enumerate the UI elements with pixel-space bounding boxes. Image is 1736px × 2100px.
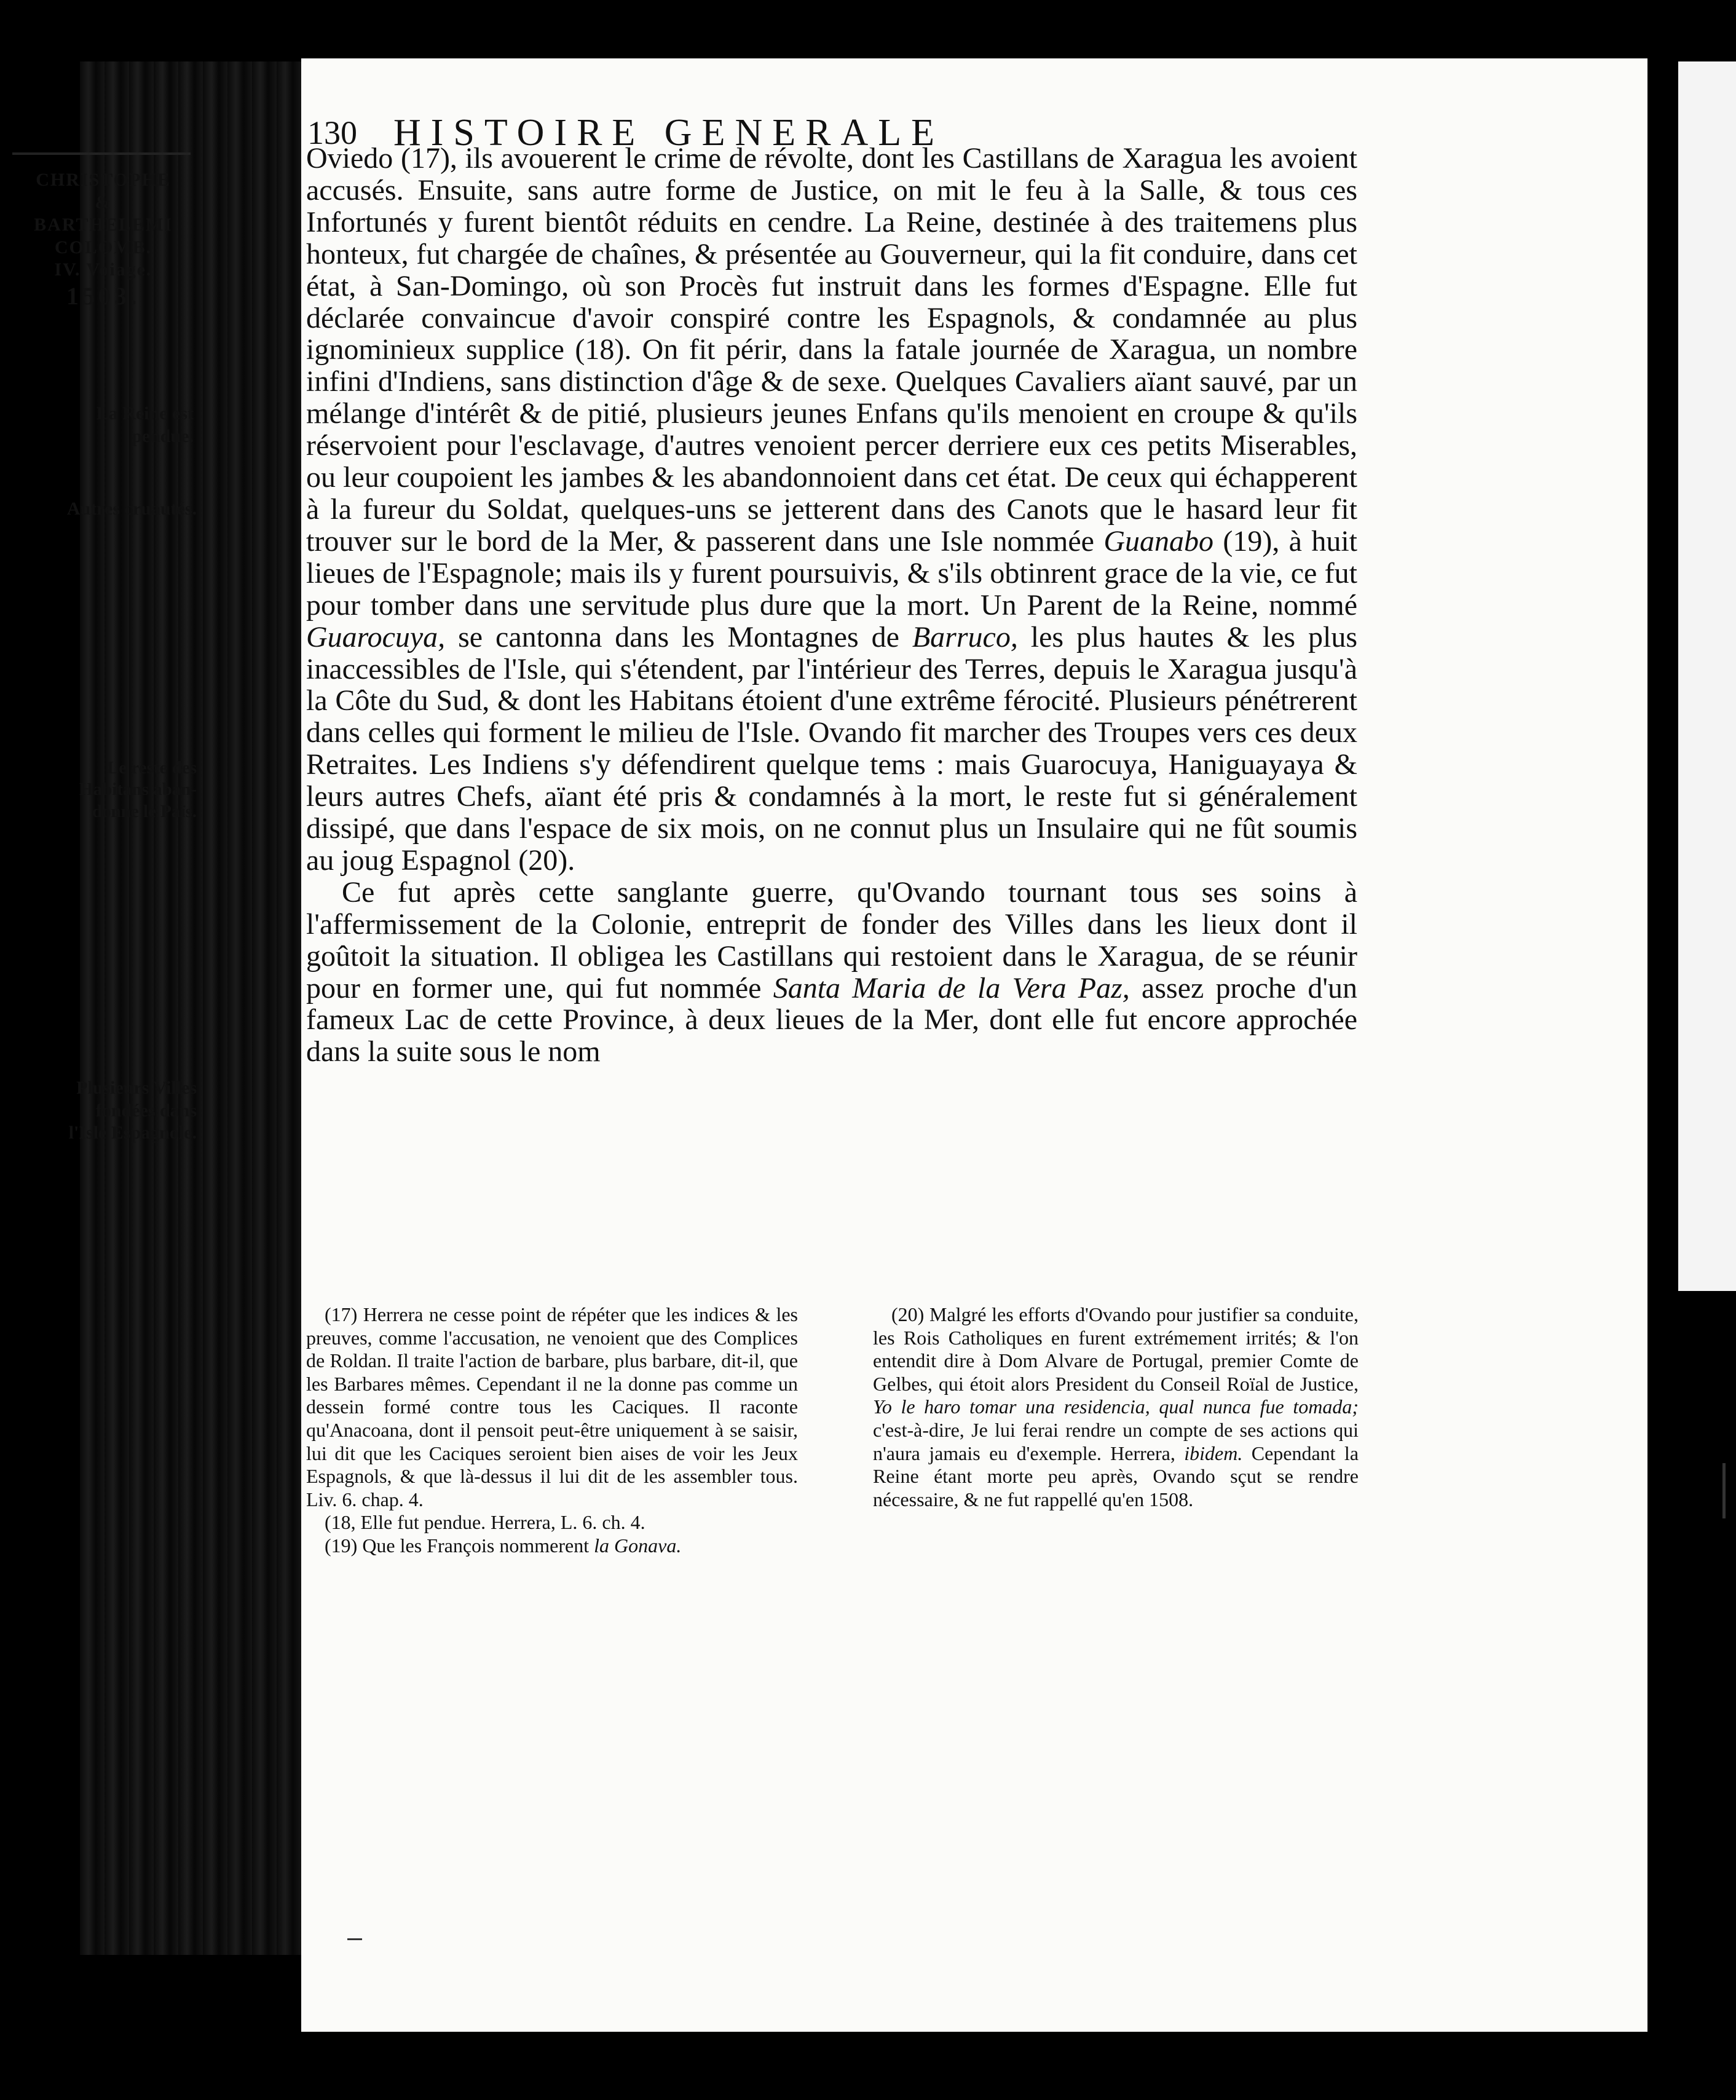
margin-note-cruautes: Autres cruautés. [66,499,197,519]
page-number: 130 [307,114,357,151]
facing-page-edge [1678,61,1736,1291]
italic-name: Santa Maria de la Vera Paz, [773,971,1130,1005]
margin-line: l'Isle Espagnole. [68,1123,197,1143]
margin-line: donne le Païs. [92,801,197,821]
text-run: (19), à huit lieues de l'Espagnole; mais ils y furent poursuivis, & s'ils obtinrent grace de la vie, ce fut pour tomber dans une servitude plus dure que la mort. Un Parent de la Reine, nommé [306,524,1357,622]
page-speck [347,1938,362,1940]
margin-rule [12,152,191,155]
italic-quote: Yo le haro tomar una residencia, qual nunca fue tomada; [873,1395,1359,1418]
margin-line: La Reine est [96,403,194,424]
footnote-18: (18, Elle fut pendue. Herrera, L. 6. ch. 4. [325,1511,645,1534]
facing-page-marks [1722,1463,1736,1518]
margin-line: IV. Voiage. [54,259,152,280]
text-run: (20) Malgré les efforts d'Ovando pour justifier sa conduite, les Rois Catholiques en furent extrémement irrités; & l'on entendit dire à Dom Alvare de Portugal, premier Comte de Gelbes, qui étoit alors President du Conseil Roïal de Justice, [873,1303,1359,1395]
margin-note-reste [12,757,197,823]
footnotes-left-column [306,1303,798,1558]
margin-line: Habitans aban- [79,780,197,800]
margin-line: CHRISTOPHE [36,170,171,190]
margin-line: fondées dans [95,1100,197,1121]
footnote-19 [306,1534,798,1558]
italic-name: la Gonava. [594,1534,682,1557]
margin-line: Le reste des [106,758,197,778]
margin-note-chapter [11,169,195,312]
text-run: assez proche d'un fameux Lac de cette Province, à deux lieues de la Mer, dont elle fut encore approchée dans la suite sous le nom [306,971,1358,1068]
main-text [306,143,1357,1068]
margin-line: BARTHELEMI [34,215,173,235]
margin-line: COLOMB. [54,237,152,258]
margin-note-reine [25,403,194,448]
margin-note-villes [12,1077,197,1145]
text-run: Oviedo (17), ils avouerent le crime de révolte, dont les Castillans de Xaragua les avoient accusés. Ensuite, sans autre forme de Justice, on mit le feu à la Salle, & tous ces Infortunés y furent bientôt réduits en cendre. La Reine, destinée à des traitemens plus honteux, fut chargée de chaînes, & présentée au Gouverneur, qui la fit conduire, dans cet état, à San-Domingo, où son Procès fut instruit dans les formes d'Espagne. Elle fut déclarée convaincue d'avoir conspiré contre les Espagnols, & condamnée au plus ignominieux supplice (18). On fit périr, dans la fatale journée de Xaragua, un nombre infini d'Indiens, sans distinction d'âge & de sexe. Quelques Cavaliers aïant sauvé, par un mélange d'intérêt & de pitié, plusieurs jeunes Enfans qu'ils menoient en croupe & qu'ils réservoient pour l'esclavage, d'autres venoient percer derriere eux ces petits Miserables, ou leur coupoient les jambes & les abandonnoient dans cet état. De ceux qui échapperent à la fureur du Soldat, quelques-uns se jetterent dans des Canots que le hasard leur fit trouver sur le bord de la Mer, & passerent dans une Isle nommée [306,142,1357,558]
italic-name: Guanabo [1103,524,1213,558]
margin-line: & [95,192,112,213]
footnote-17: (17) Herrera ne cesse point de répéter que les indices & les preuves, comme l'accusation, ne venoient que des Complices de Roldan. Il traite l'action de barbare, plus barbare, dit-il, que les Barbares mêmes. Cependant il ne la donne pas comme un dessein formé contre tous les Caciques. Il raconte qu'Anacoana, dont il pensoit peut-être uniquement à se saisir, lui dit que les Caciques seroient bien aises de voir les Jeux Espagnols, & que là-dessus il lui dit de les assembler tous. Liv. 6. chap. 4. [306,1303,798,1510]
text-run: les plus hautes & les plus inaccessibles de l'Isle, qui s'étendent, par l'intérieur des Terres, depuis le Xaragua jusqu'à la Côte du Sud, & dont les Habitans étoient d'une extrême férocité. Plusieurs pénétrerent dans celles qui forment le milieu de l'Isle. Ovando fit marcher des Troupes vers ces deux Retraites. Les Indiens s'y défendirent quelque tems : mais Guarocuya, Haniguayaya & leurs autres Chefs, aïant été pris & condamnés à la mort, le reste fut si généralement dissipé, que dans l'espace de six mois, on ne connut plus un Insulaire qui ne fût soumis au joug Espagnol (20). [306,620,1358,877]
text-run: (19) Que les François nommerent [325,1534,590,1557]
italic-name: Barruco, [912,620,1018,653]
paragraph [306,143,1357,877]
text-run: Cependant la Reine étant morte peu après, Ovando sçut se rendre nécessaire, & ne fut rappellé qu'en 1508. [873,1442,1359,1510]
footnote-20 [873,1303,1359,1511]
text-run: Ce fut après cette sanglante guerre, qu'Ovando tournant tous ses soins à l'affermissement de la Colonie, entreprit de fonder des Villes dans les lieux dont il goûtoit la situation. Il obligea les Castillans qui restoient dans le Xaragua, de se réunir pour en former une, qui fut nommée [306,875,1357,1005]
running-head: HISTOIRE GENERALE [393,112,944,154]
margin-line: Plusieurs Villes [76,1078,197,1098]
margin-line: pendue. [132,425,194,446]
paragraph [306,877,1357,1068]
italic-ref: ibidem. [1184,1442,1243,1464]
footnotes-right-column [873,1303,1359,1511]
text-run: c'est-à-dire, Je lui ferai rendre un compte de ses actions qui n'aura jamais eu d'exemple. Herrera, [873,1418,1359,1464]
italic-name: Guarocuya, [306,620,446,653]
text-run: se cantonna dans les Montagnes de [458,620,899,653]
book-binding-left [80,61,305,1955]
margin-year: 1503. [66,282,140,310]
